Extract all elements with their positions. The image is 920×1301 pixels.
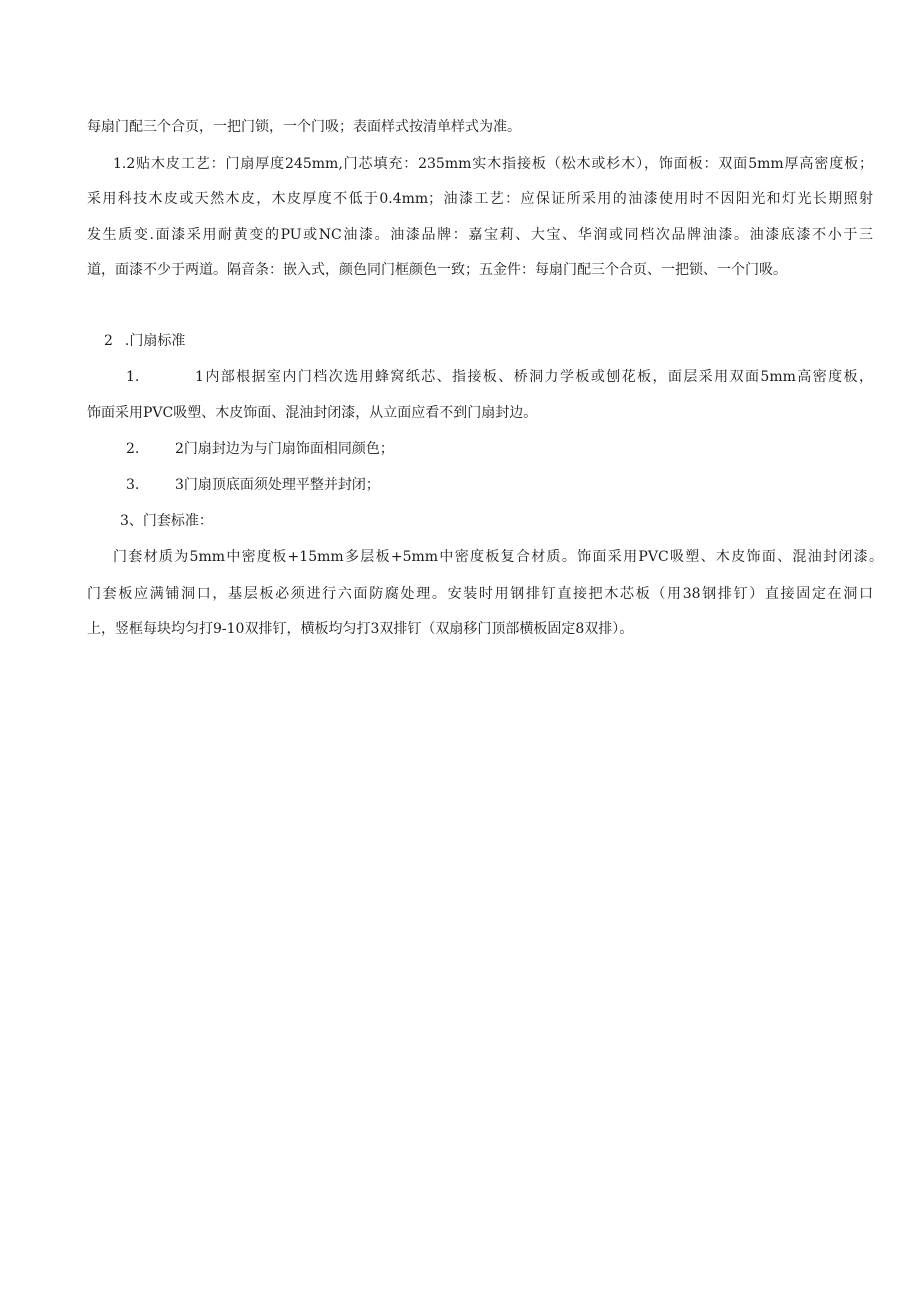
section-3-line-1: 门套材质为5mm中密度板+15mm多层板+5mm中密度板复合材质。饰面采用PVC吸塑、木皮饰面、混油封闭漆。 (113, 549, 883, 565)
paragraph-2-line-1: 1.2贴木皮工艺：门扇厚度245mm,门芯填充：235mm实木指接板（松木或杉木），饰面板：双面5mm厚高密度板； (113, 156, 873, 172)
section-2-heading-text: .门扇标准 (124, 333, 186, 349)
section-3-heading: 3、门套标准： (120, 513, 213, 529)
paragraph-1-line-1: 每扇门配三个合页，一把门锁，一个门吸；表面样式按清单样式为准。 (87, 119, 521, 135)
section-3-line-3: 上，竖框每块均匀打9-10双排钉，横板均匀打3双排钉（双扇移门顶部横板固定8双排）。 (87, 621, 634, 637)
paragraph-2-line-2: 采用科技木皮或天然木皮，木皮厚度不低于0.4mm；油漆工艺：应保证所采用的油漆使用时不因阳光和灯光长期照射 (87, 191, 873, 207)
section-2-item-2-text: 2门扇封边为与门扇饰面相同颜色； (175, 441, 394, 457)
section-2-item-3-number: 3. (126, 477, 140, 493)
section-3-line-2: 门套板应满铺洞口，基层板必须进行六面防腐处理。安装时用钢排钉直接把木芯板（用38钢排钉）直接固定在洞口 (87, 586, 873, 602)
section-2-item-1-line-2: 饰面采用PVC吸塑、木皮饰面、混油封闭漆，从立面应看不到门扇封边。 (87, 405, 538, 421)
section-2-item-1-line-1: 1内部根据室内门档次选用蜂窝纸芯、指接板、桥洞力学板或刨花板，面层采用双面5mm高密度板， (195, 369, 873, 385)
section-2-item-1-number: 1. (126, 369, 140, 385)
section-2-item-2-number: 2. (126, 441, 140, 457)
paragraph-2-line-4: 道，面漆不少于两道。隔音条：嵌入式，颜色同门框颜色一致；五金件：每扇门配三个合页、一把锁、一个门吸。 (87, 262, 787, 278)
section-2-heading-number: 2 (104, 333, 113, 349)
paragraph-2-line-3: 发生质变.面漆采用耐黄变的PU或NC油漆。油漆品牌：嘉宝莉、大宝、华润或同档次品牌油漆。油漆底漆不小于三 (87, 227, 873, 243)
section-2-item-3-text: 3门扇顶底面须处理平整并封闭； (175, 477, 380, 493)
section-2-heading (104, 331, 185, 351)
